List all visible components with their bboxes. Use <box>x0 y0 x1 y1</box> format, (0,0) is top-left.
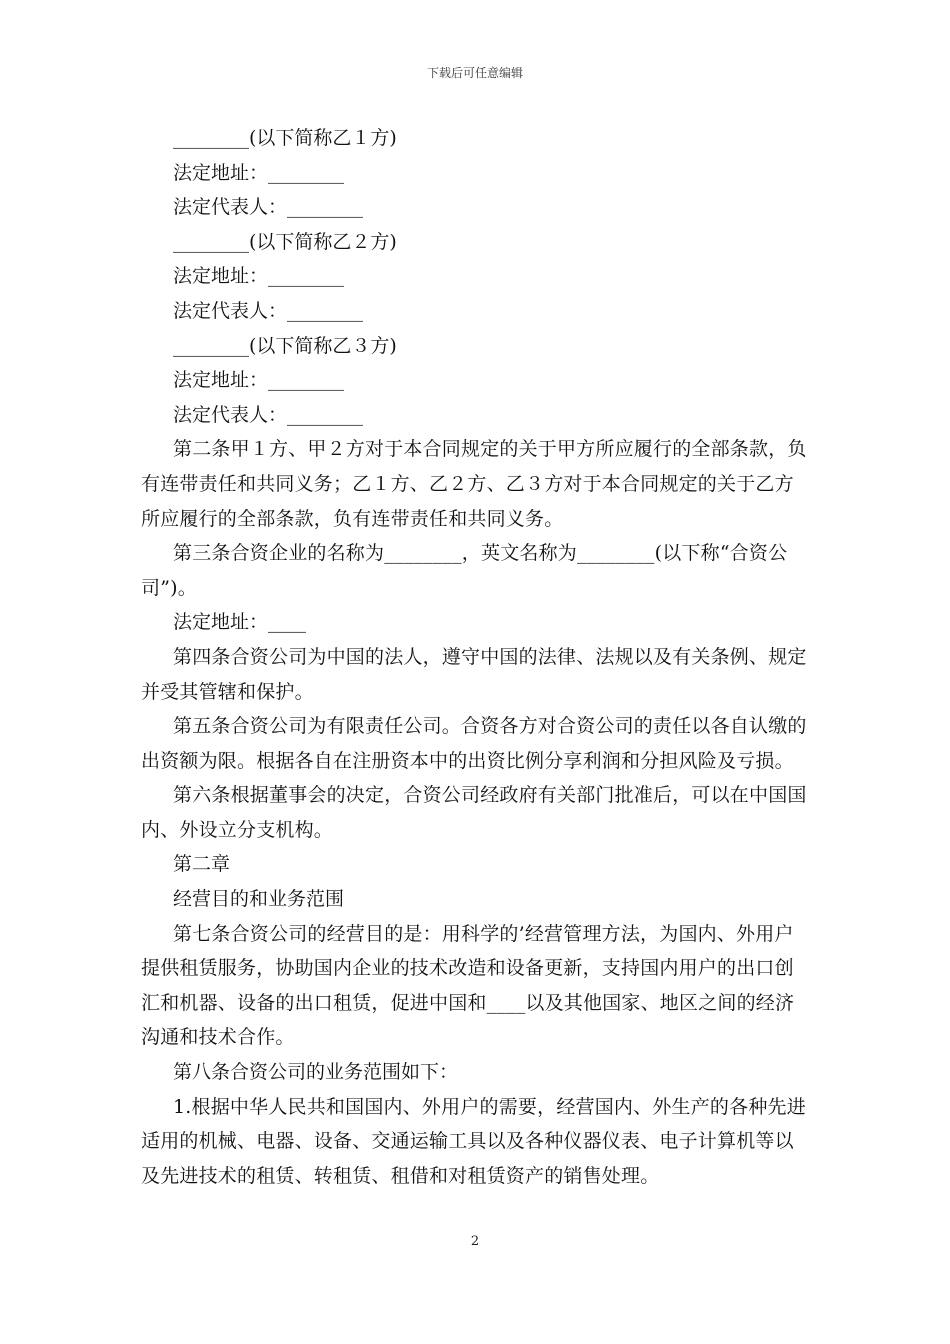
article-5-paragraph: 第五条合资公司为有限责任公司。合资各方对合资公司的责任以各自认缴的出资额为限。根据各自在注册资本中的出资比例分享利润和分担风险及亏损。 <box>141 715 807 772</box>
party-b1-representative-line: 法定代表人：________ <box>173 196 364 219</box>
party-b2-address-line: 法定地址：________ <box>173 265 345 288</box>
party-b3-name-line: ________(以下简称乙３方) <box>173 334 397 357</box>
document-body <box>141 121 809 1193</box>
page-header: 下载后可任意编辑 <box>426 66 523 80</box>
article-7-paragraph: 第七条合资公司的经营目的是：用科学的’经营管理方法，为国内、外用户提供租赁服务，协助国内企业的技术改造和设备更新，支持国内用户的出口创汇和机器、设备的出口租赁，促进中国和____以及其他国家、地区之间的经济沟通和技术合作。 <box>141 922 795 1049</box>
party-b1-address-line: 法定地址：________ <box>173 161 345 184</box>
party-b1-name-line: ________(以下简称乙１方) <box>173 127 397 149</box>
party-b2-name-line: ________(以下简称乙２方) <box>173 230 397 253</box>
article-3-paragraph: 第三条合资企业的名称为________，英文名称为________(以下称“合资公司”)。 <box>141 542 788 599</box>
party-b3-address-line: 法定地址：________ <box>173 369 345 392</box>
chapter-2-heading: 第二章 <box>173 853 231 876</box>
article-4-paragraph: 第四条合资公司为中国的法人，遵守中国的法律、法规以及有关条例、规定并受其管辖和保护。 <box>141 645 807 703</box>
article-8-paragraph: 第八条合资公司的业务范围如下： <box>173 1061 459 1084</box>
party-b2-representative-line: 法定代表人：________ <box>173 299 364 322</box>
article-8-item-1: 1.根据中华人民共和国国内、外用户的需要，经营国内、外生产的各种先进适用的机械、电器、设备、交通运输工具以及各种仪器仪表、电子计算机等以及先进技术的租赁、转租赁、租借和对租赁资产的销售处理。 <box>141 1095 806 1187</box>
article-6-paragraph: 第六条根据董事会的决定，合资公司经政府有关部门批准后，可以在中国国内、外设立分支机构。 <box>141 784 807 841</box>
party-b3-representative-line: 法定代表人：________ <box>173 403 364 426</box>
page-number: 2 <box>470 1234 480 1249</box>
chapter-2-title: 经营目的和业务范围 <box>173 888 345 911</box>
article-2-paragraph: 第二条甲１方、甲２方对于本合同规定的关于甲方所应履行的全部条款，负有连带责任和共同义务；乙１方、乙２方、乙３方对于本合同规定的关于乙方所应履行的全部条款，负有连带责任和共同义务。 <box>141 438 807 530</box>
jv-address-line: 法定地址：____ <box>173 611 307 634</box>
